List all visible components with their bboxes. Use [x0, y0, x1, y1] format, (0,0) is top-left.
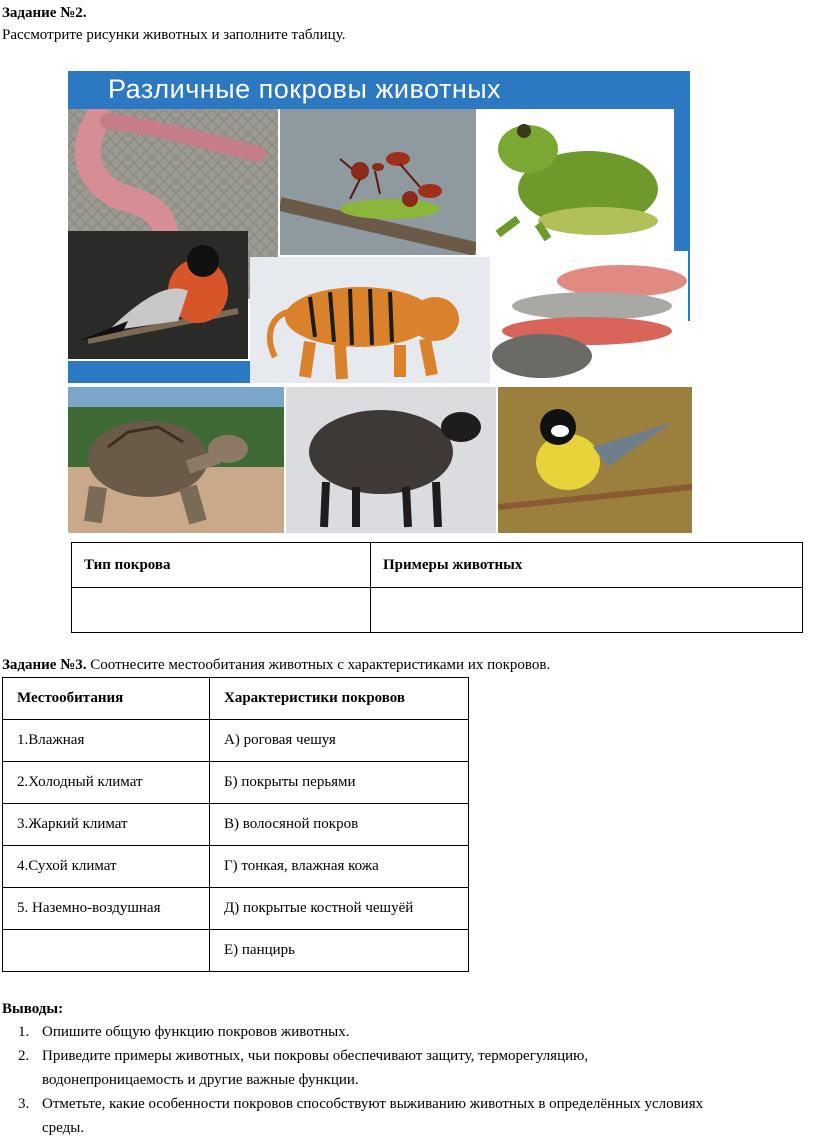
sheep-image [286, 387, 496, 533]
task2-instruction: Рассмотрите рисунки животных и заполните таблицу. [2, 27, 346, 43]
characteristic-cell: А) роговая чешуя [210, 720, 469, 762]
habitat-cell: 5. Наземно-воздушная [3, 888, 210, 930]
header-covering-type: Тип покрова [72, 543, 371, 588]
habitat-cell [3, 930, 210, 972]
habitat-cell: 1.Влажная [3, 720, 210, 762]
tit-image [498, 387, 692, 533]
coverings-table [71, 542, 803, 633]
tiger-image [250, 257, 490, 383]
animal-examples-cell[interactable] [371, 588, 803, 633]
tortoise-image [68, 387, 284, 533]
animal-coverings-collage [68, 71, 692, 533]
covering-type-cell[interactable] [72, 588, 371, 633]
conclusions-list [4, 1020, 724, 1140]
task2-title: Задание №2. [2, 5, 87, 21]
list-item: 2. Приведите примеры животных, чьи покровы обеспечивают защиту, терморегуляцию, водонепроницаемость и другие важные функции. [18, 1048, 589, 1088]
list-item: 3. Отметьте, какие особенности покровов способствуют выживанию животных в определённых условиях среды. [18, 1096, 704, 1136]
characteristic-cell: Б) покрыты перьями [210, 762, 469, 804]
characteristic-cell: Г) тонкая, влажная кожа [210, 846, 469, 888]
collage-banner [68, 71, 690, 109]
bullfinch-image [68, 231, 248, 359]
characteristic-cell: Д) покрытые костной чешуёй [210, 888, 469, 930]
header-covering-characteristics: Характеристики покровов [210, 678, 469, 720]
characteristic-cell: Е) панцирь [210, 930, 469, 972]
task3-heading [2, 656, 550, 674]
collage-blue-bar [68, 361, 250, 383]
collage-banner-title: Различные покровы животных [108, 74, 502, 104]
habitat-cell: 3.Жаркий климат [3, 804, 210, 846]
ants-image [280, 109, 476, 255]
list-item: 1. Опишите общую функцию покровов животных. [18, 1024, 350, 1040]
task3-title: Задание №3. [2, 657, 87, 673]
task3-instruction: Соотнесите местообитания животных с характеристиками их покровов. [90, 657, 551, 673]
header-habitats: Местообитания [3, 678, 210, 720]
header-animal-examples: Примеры животных [371, 543, 803, 588]
frog-image [478, 109, 674, 249]
conclusions-title: Выводы: [2, 1001, 64, 1017]
characteristic-cell: В) волосяной покров [210, 804, 469, 846]
habitat-cell: 4.Сухой климат [3, 846, 210, 888]
fish-image [492, 251, 688, 381]
habitats-table [2, 677, 469, 972]
habitat-cell: 2.Холодный климат [3, 762, 210, 804]
